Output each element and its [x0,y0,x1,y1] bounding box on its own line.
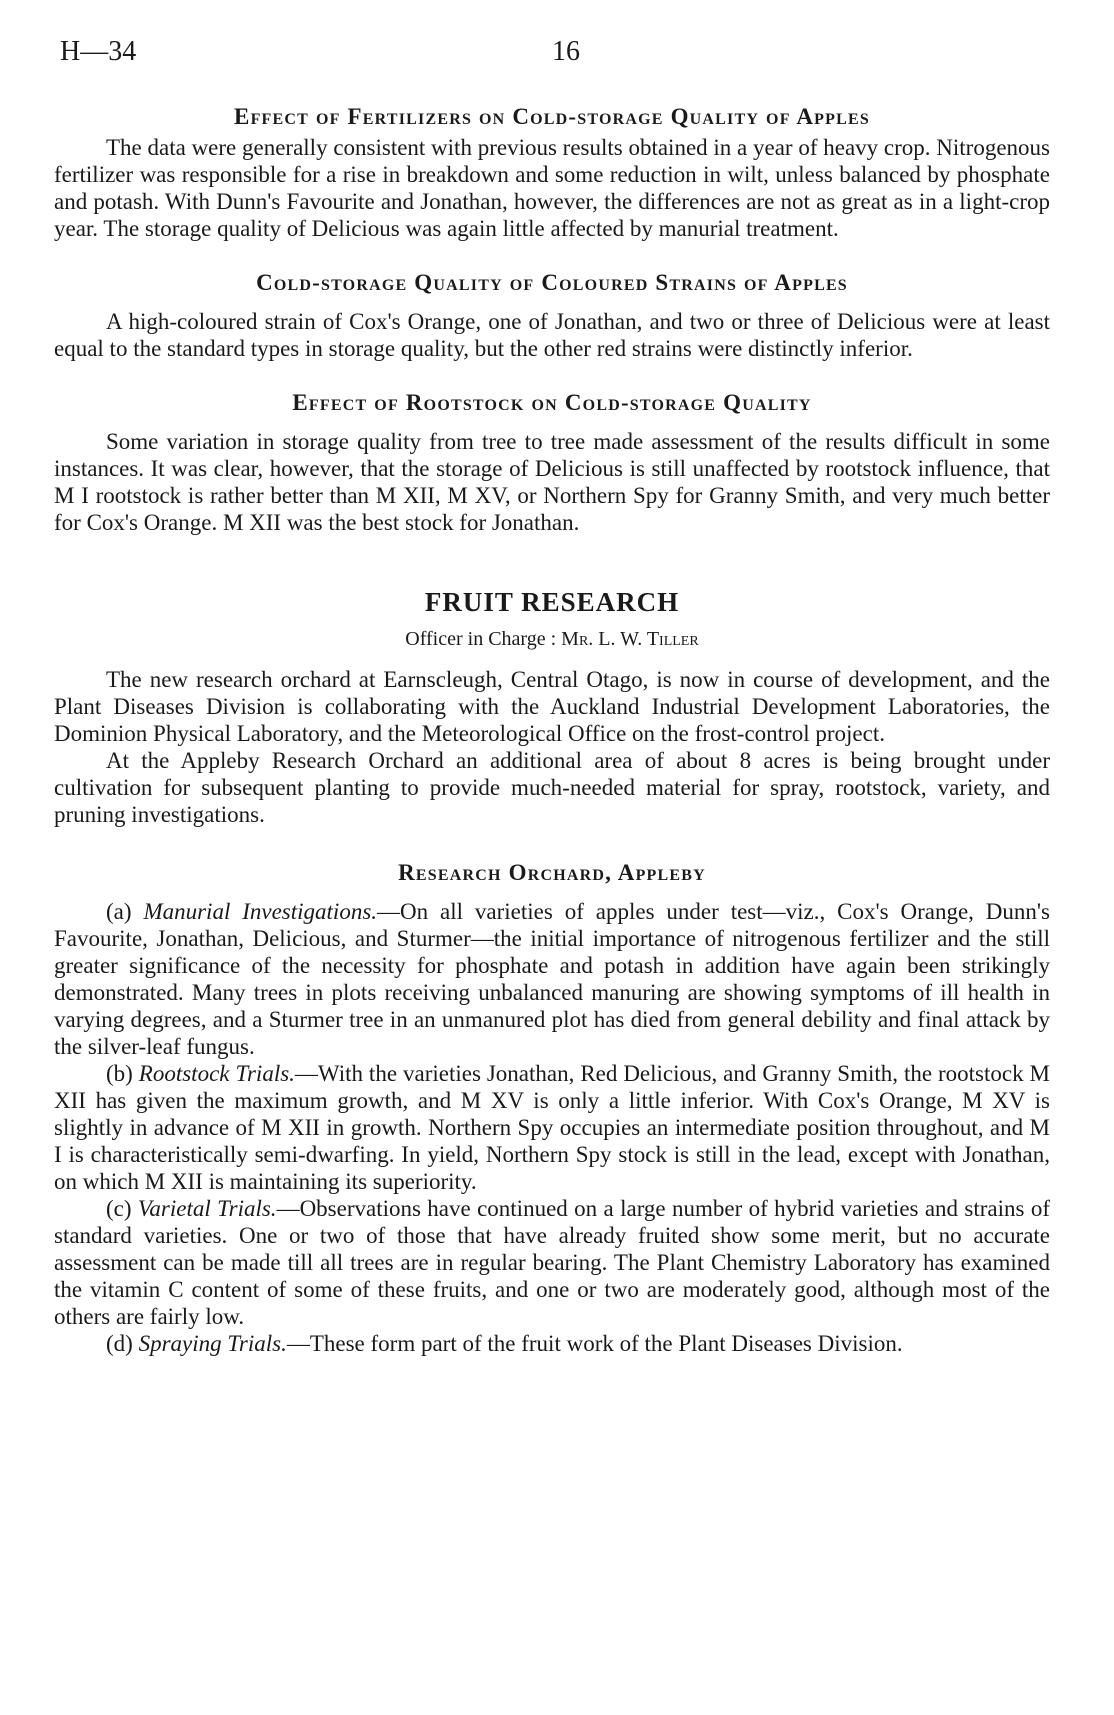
document-code: H—34 [60,36,137,67]
paragraph-coloured-strains: A high-coloured strain of Cox's Orange, one of Jonathan, and two or three of Delicious were at least equal to the standard types in storage quality, but the other red strains were distinctly inferior. [54,309,1050,361]
heading-rootstock: Effect of Rootstock on Cold-storage Quality [292,390,812,415]
item-varietal-trials [54,1195,1050,1330]
item-text: —On all varieties of apples under test—viz., Cox's Orange, Dunn's Favourite, Jonathan, Delicious, and Sturmer—the initial importance of nitrogenous fertilizer and the still greater significance of the necessity for phosphate and potash in addition have again been strikingly demonstrated. Many trees in plots receiving unbalanced manuring are showing symptoms of ill health in varying degrees, and a Sturmer tree in an unmanured plot has died from general debility and final attack by the silver-leaf fungus. [54,899,1050,1059]
item-title: Spraying Trials. [138,1331,287,1356]
item-label: (b) [106,1061,133,1086]
heading-research-orchard-appleby: Research Orchard, Appleby [398,860,706,885]
item-text: —Observations have continued on a large number of hybrid varieties and strains of standard varieties. One or two of those that have already fruited show some merit, but no accurate assessment can be made till all trees are in regular bearing. The Plant Chemistry Laboratory has examined the vitamin C content of some of these fruits, and one or two are moderately good, although most of the others are fairly low. [54,1196,1050,1329]
paragraph-rootstock: Some variation in storage quality from tree to tree made assessment of the results difficult in some instances. It was clear, however, that the storage of Delicious is still unaffected by rootstock influence, that M I rootstock is rather better than M XII, M XV, or Northern Spy for Granny Smith, and very much better for Cox's Orange. M XII was the best stock for Jonathan. [54,429,1050,535]
officer-in-charge [54,626,1050,652]
officer-label: Officer in Charge : [405,628,557,650]
item-label: (a) [106,899,132,924]
item-title: Varietal Trials. [137,1196,277,1221]
heading-fertilizers: Effect of Fertilizers on Cold-storage Quality of Apples [234,104,870,129]
item-title: Rootstock Trials. [138,1061,295,1086]
item-title: Manurial Investigations. [143,899,378,924]
item-label: (d) [106,1331,133,1356]
item-text: —With the varieties Jonathan, Red Delicious, and Granny Smith, the rootstock M XII has given the maximum growth, and M XV is only a little inferior. With Cox's Orange, M XV is slightly in advance of M XII in growth. Northern Spy occupies an intermediate position throughout, and M I is characteristically semi-dwarfing. In yield, Northern Spy stock is still in the lead, except with Jonathan, on which M XII is maintaining its superiority. [54,1061,1051,1194]
page-content [54,102,1050,1357]
item-manurial-investigations [54,898,1050,1060]
paragraph-fertilizers: The data were generally consistent with previous results obtained in a year of heavy crop. Nitrogenous fertilizer was responsible for a rise in breakdown and some reduction in wilt, unless balanced by phosphate and potash. With Dunn's Favourite and Jonathan, however, the differences are not as great as in a light-crop year. The storage quality of Delicious was again little affected by manurial treatment. [54,135,1050,241]
page-number: 16 [552,36,580,67]
heading-fruit-research: FRUIT RESEARCH [424,587,680,617]
heading-coloured-strains: Cold-storage Quality of Coloured Strains of Apples [256,270,848,295]
paragraph-earnscleugh: The new research orchard at Earnscleugh, Central Otago, is now in course of development, and the Plant Diseases Division is collaborating with the Auckland Industrial Development Laboratories, the Dominion Physical Laboratory, and the Meteorological Office on the frost-control project. [54,667,1050,746]
item-rootstock-trials [54,1060,1050,1195]
officer-name: Mr. L. W. Tiller [561,628,699,650]
item-text: —These form part of the fruit work of the Plant Diseases Division. [286,1331,903,1356]
item-label: (c) [106,1196,132,1221]
paragraph-appleby-area: At the Appleby Research Orchard an additional area of about 8 acres is being brought under cultivation for subsequent planting to provide much-needed material for spray, rootstock, variety, and pruning investigations. [54,748,1050,827]
item-spraying-trials [54,1330,1050,1357]
